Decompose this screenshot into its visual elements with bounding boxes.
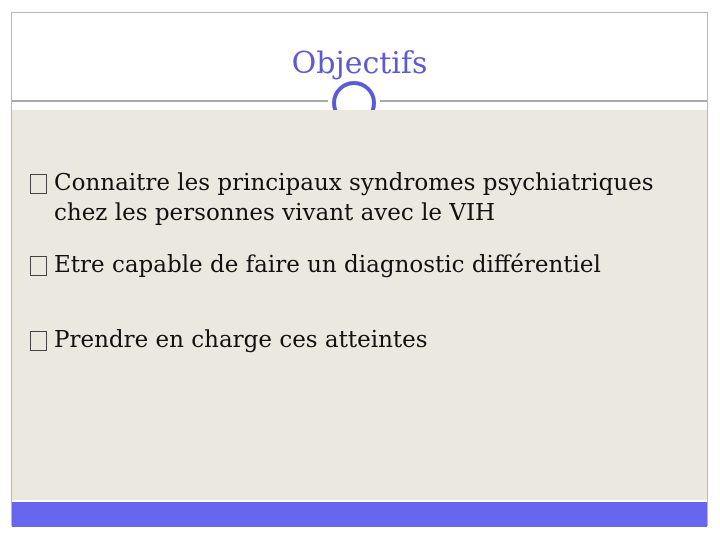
bullet-item-3 bbox=[30, 325, 690, 355]
slide-title: Objectifs bbox=[291, 46, 428, 81]
bottom-accent-bar bbox=[12, 502, 707, 527]
bullet-text-2: Etre capable de faire un diagnostic différentiel bbox=[54, 252, 601, 278]
bullet-text-3: Prendre en charge ces atteintes bbox=[54, 327, 428, 353]
bullet-item-2 bbox=[30, 250, 690, 280]
square-bullet-icon bbox=[30, 174, 47, 194]
bullet-list bbox=[30, 168, 690, 392]
bullet-item-1 bbox=[30, 168, 690, 228]
bullet-text-1: Connaitre les principaux syndromes psychiatriques chez les personnes vivant avec le VIH bbox=[54, 170, 654, 226]
slide-frame bbox=[11, 12, 708, 526]
square-bullet-icon bbox=[30, 256, 47, 276]
content-area bbox=[12, 110, 707, 500]
square-bullet-icon bbox=[30, 331, 47, 351]
